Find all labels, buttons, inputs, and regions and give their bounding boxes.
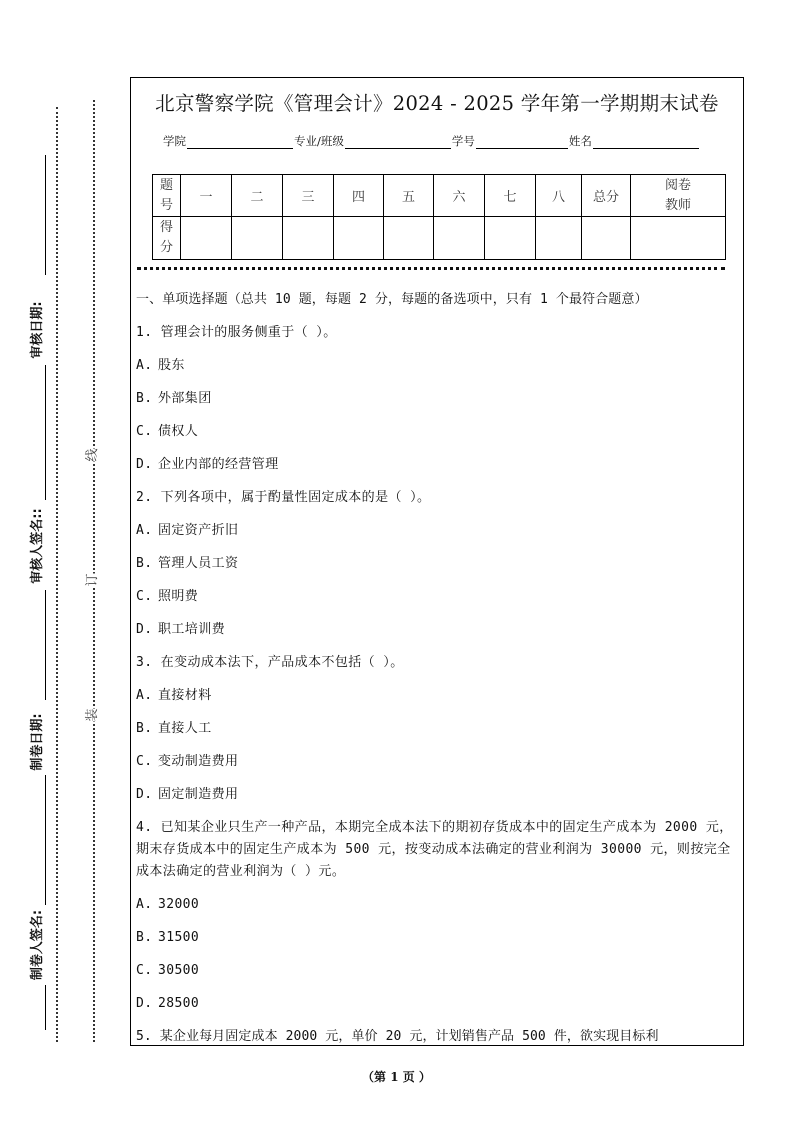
option-label: D. bbox=[136, 457, 153, 472]
score-cell[interactable] bbox=[485, 217, 536, 260]
major-class-field[interactable] bbox=[345, 136, 451, 149]
option-label: A. bbox=[136, 688, 153, 703]
column-header: 二 bbox=[232, 175, 283, 217]
binding-dotted-line-inner bbox=[56, 107, 58, 1042]
score-cell[interactable] bbox=[536, 217, 582, 260]
score-cell[interactable] bbox=[181, 217, 232, 260]
score-table-score-row bbox=[153, 217, 726, 260]
question-stem: 4. 已知某企业只生产一种产品，本期完全成本法下的期初存货成本中的固定生产成本为 2000 元，期末存货成本中的固定生产成本为 500 元，按变动成本法确定的营业利润为 30000 元，则按完全成本法确定的营业利润为（ ）元。 bbox=[136, 820, 733, 879]
header-char: 得 bbox=[159, 220, 173, 235]
option-text: 债权人 bbox=[158, 424, 199, 439]
option-label: A. bbox=[136, 897, 153, 912]
major-class-label: 专业/班级 bbox=[294, 134, 344, 148]
option[interactable] bbox=[136, 954, 739, 987]
option-text: 变动制造费用 bbox=[158, 754, 239, 769]
option-text: 28500 bbox=[158, 996, 200, 1011]
header-char: 号 bbox=[159, 197, 173, 213]
column-header: 三 bbox=[283, 175, 334, 217]
option-text: 股东 bbox=[158, 358, 185, 373]
score-table-header-row bbox=[153, 175, 726, 217]
header-line: 教师 bbox=[664, 197, 691, 213]
option-label: B. bbox=[136, 391, 153, 406]
name-field[interactable] bbox=[593, 136, 699, 149]
question-stem: 5. 某企业每月固定成本 2000 元，单价 20 元，计划销售产品 500 件，欲实现目标利 bbox=[136, 1029, 659, 1044]
option[interactable] bbox=[136, 382, 739, 415]
option-text: 企业内部的经营管理 bbox=[158, 457, 279, 472]
option-text: 30500 bbox=[158, 963, 200, 978]
option[interactable] bbox=[136, 921, 739, 954]
paper-date-label: 制卷日期: bbox=[30, 713, 45, 771]
paper-maker-signature-label: 制卷人签名: bbox=[30, 909, 45, 981]
score-cell-total[interactable] bbox=[582, 217, 631, 260]
option[interactable] bbox=[136, 415, 739, 448]
question-stem: 2. 下列各项中，属于酌量性固定成本的是（ ）。 bbox=[136, 490, 431, 505]
option-label: D. bbox=[136, 622, 153, 637]
option[interactable] bbox=[136, 613, 739, 646]
exam-title: 北京警察学院《管理会计》2024 - 2025 学年第一学期期末试卷 bbox=[155, 92, 719, 115]
score-row-header bbox=[153, 217, 181, 260]
column-header: 一 bbox=[181, 175, 232, 217]
option[interactable] bbox=[136, 448, 739, 481]
exam-frame bbox=[130, 77, 744, 1046]
option[interactable] bbox=[136, 547, 739, 580]
review-date-label: 审核日期: bbox=[30, 301, 45, 359]
option-label: C. bbox=[136, 424, 153, 439]
option-text: 管理人员工资 bbox=[158, 556, 239, 571]
student-info-row bbox=[163, 133, 700, 149]
option-text: 固定制造费用 bbox=[158, 787, 239, 802]
dotted-separator bbox=[137, 267, 725, 270]
option[interactable] bbox=[136, 712, 739, 745]
binding-char-xian: 线 bbox=[85, 448, 100, 462]
column-header: 五 bbox=[384, 175, 434, 217]
question-stem: 1. 管理会计的服务侧重于（ ）。 bbox=[136, 325, 337, 340]
option[interactable] bbox=[136, 580, 739, 613]
column-header: 八 bbox=[536, 175, 582, 217]
option[interactable] bbox=[136, 987, 739, 1020]
option[interactable] bbox=[136, 349, 739, 382]
option-text: 固定资产折旧 bbox=[158, 523, 239, 538]
name-label: 姓名 bbox=[568, 134, 592, 148]
option-text: 照明费 bbox=[158, 589, 199, 604]
option[interactable] bbox=[136, 778, 739, 811]
option-text: 直接材料 bbox=[158, 688, 212, 703]
column-header: 七 bbox=[485, 175, 536, 217]
option-label: D. bbox=[136, 787, 153, 802]
option-text: 32000 bbox=[158, 897, 200, 912]
binding-char-ding: 订 bbox=[85, 573, 100, 587]
college-field[interactable] bbox=[187, 136, 293, 149]
student-id-field[interactable] bbox=[476, 136, 568, 149]
question-content bbox=[136, 283, 739, 1053]
question-number-header bbox=[153, 175, 181, 217]
option-text: 31500 bbox=[158, 930, 200, 945]
option-label: A. bbox=[136, 358, 153, 373]
signature-line bbox=[45, 775, 46, 905]
option-text: 直接人工 bbox=[158, 721, 212, 736]
option-label: A. bbox=[136, 523, 153, 538]
signature-line bbox=[45, 590, 46, 700]
option[interactable] bbox=[136, 514, 739, 547]
student-id-label: 学号 bbox=[451, 134, 475, 148]
option[interactable] bbox=[136, 679, 739, 712]
column-header: 四 bbox=[334, 175, 384, 217]
column-header: 六 bbox=[434, 175, 485, 217]
reviewer-signature-label: 审核人签名:: bbox=[30, 508, 45, 584]
score-cell[interactable] bbox=[384, 217, 434, 260]
signature-line bbox=[45, 155, 46, 275]
section-heading: 一、单项选择题（总共 10 题，每题 2 分，每题的备选项中，只有 1 个最符合题意） bbox=[136, 292, 648, 307]
header-char: 分 bbox=[159, 240, 173, 255]
option-label: B. bbox=[136, 930, 153, 945]
signature-line bbox=[45, 985, 46, 1030]
header-char: 题 bbox=[159, 177, 173, 193]
option[interactable] bbox=[136, 745, 739, 778]
score-cell[interactable] bbox=[334, 217, 384, 260]
column-header-total: 总分 bbox=[582, 175, 631, 217]
college-label: 学院 bbox=[163, 134, 186, 148]
question-stem: 3. 在变动成本法下，产品成本不包括（ ）。 bbox=[136, 655, 404, 670]
option[interactable] bbox=[136, 888, 739, 921]
binding-dotted-line-outer bbox=[93, 100, 95, 1042]
score-cell[interactable] bbox=[434, 217, 485, 260]
score-table bbox=[152, 174, 726, 260]
option-text: 外部集团 bbox=[158, 391, 212, 406]
reviewer-header bbox=[631, 175, 726, 217]
header-line: 阅卷 bbox=[664, 177, 691, 193]
option-label: C. bbox=[136, 754, 153, 769]
option-label: B. bbox=[136, 556, 153, 571]
page-number: （第 1 页 ） bbox=[362, 1070, 431, 1084]
option-text: 职工培训费 bbox=[158, 622, 226, 637]
option-label: B. bbox=[136, 721, 153, 736]
score-cell[interactable] bbox=[232, 217, 283, 260]
option-label: C. bbox=[136, 589, 153, 604]
score-cell-reviewer[interactable] bbox=[631, 217, 726, 260]
option-label: C. bbox=[136, 963, 153, 978]
option-label: D. bbox=[136, 996, 153, 1011]
binding-char-zhuang: 装 bbox=[85, 708, 100, 722]
signature-line bbox=[45, 365, 46, 500]
score-cell[interactable] bbox=[283, 217, 334, 260]
